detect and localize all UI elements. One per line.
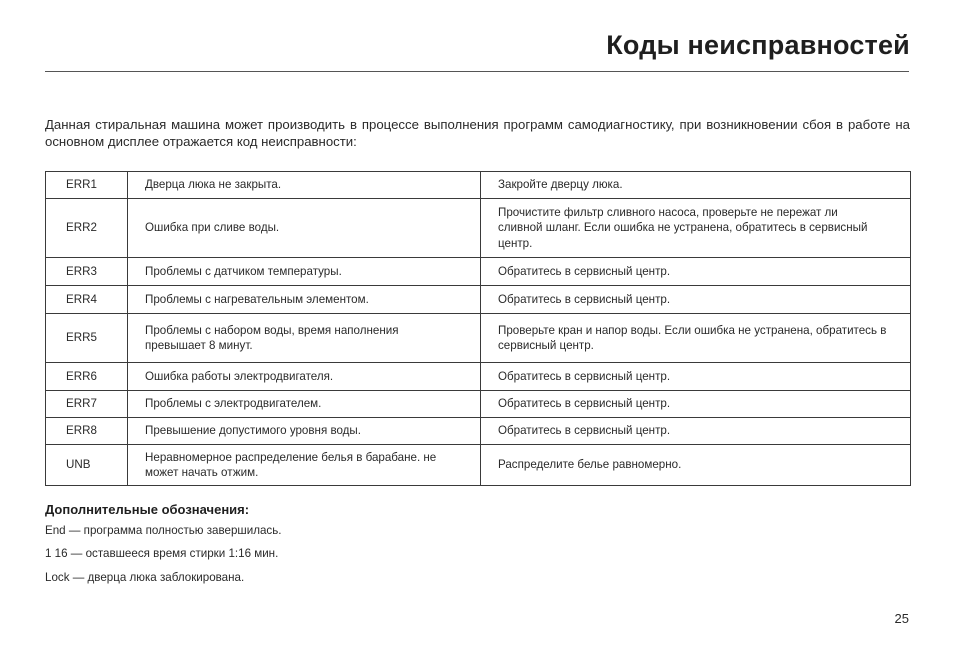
error-action: Прочистите фильтр сливного насоса, проверьте не пережат ли сливной шланг. Если ошибка не устранена, обратитесь в сервисный центр. (481, 199, 911, 258)
error-action: Обратитесь в сервисный центр. (481, 391, 911, 418)
page-title: Коды неисправностей (606, 30, 910, 60)
error-code: ERR4 (46, 286, 128, 314)
error-description: Ошибка работы электродвигателя. (128, 363, 481, 391)
error-code: ERR7 (46, 391, 128, 418)
error-action: Закройте дверцу люка. (481, 172, 911, 199)
error-description: Проблемы с электродвигателем. (128, 391, 481, 418)
title-divider (45, 71, 909, 72)
error-action: Обратитесь в сервисный центр. (481, 363, 911, 391)
error-code: UNB (46, 445, 128, 486)
error-description: Проблемы с набором воды, время наполнения превышает 8 минут. (128, 314, 481, 363)
notation-item: 1 16 — оставшееся время стирки 1:16 мин. (45, 547, 279, 560)
intro-paragraph: Данная стиральная машина может производить в процессе выполнения программ самодиагностику, при возникновении сбоя в работе на основном дисплее отражается код неисправности: (45, 117, 910, 149)
error-action: Обратитесь в сервисный центр. (481, 286, 911, 314)
table-row (46, 286, 911, 314)
table-row (46, 391, 911, 418)
error-description: Неравномерное распределение белья в барабане. не может начать отжим. (128, 445, 481, 486)
error-code: ERR5 (46, 314, 128, 363)
table-row (46, 418, 911, 445)
table-row (46, 172, 911, 199)
error-codes-table (45, 171, 911, 486)
error-description: Ошибка при сливе воды. (128, 199, 481, 258)
table-row (46, 258, 911, 286)
error-action: Обратитесь в сервисный центр. (481, 418, 911, 445)
table-row (46, 199, 911, 258)
error-action: Распределите белье равномерно. (481, 445, 911, 486)
error-code: ERR1 (46, 172, 128, 199)
error-code: ERR3 (46, 258, 128, 286)
notation-item: Lock — дверца люка заблокирована. (45, 571, 245, 584)
error-code: ERR2 (46, 199, 128, 258)
error-description: Проблемы с датчиком температуры. (128, 258, 481, 286)
table-row (46, 445, 911, 486)
error-description: Проблемы с нагревательным элементом. (128, 286, 481, 314)
error-description: Превышение допустимого уровня воды. (128, 418, 481, 445)
notation-item: End — программа полностью завершилась. (45, 524, 282, 537)
error-description: Дверца люка не закрыта. (128, 172, 481, 199)
error-action: Проверьте кран и напор воды. Если ошибка не устранена, обратитесь в сервисный центр. (481, 314, 911, 363)
error-code: ERR8 (46, 418, 128, 445)
table-row (46, 363, 911, 391)
error-code: ERR6 (46, 363, 128, 391)
error-action: Обратитесь в сервисный центр. (481, 258, 911, 286)
page-number: 25 (894, 611, 909, 626)
table-row (46, 314, 911, 363)
additional-notations-heading: Дополнительные обозначения: (45, 502, 250, 517)
